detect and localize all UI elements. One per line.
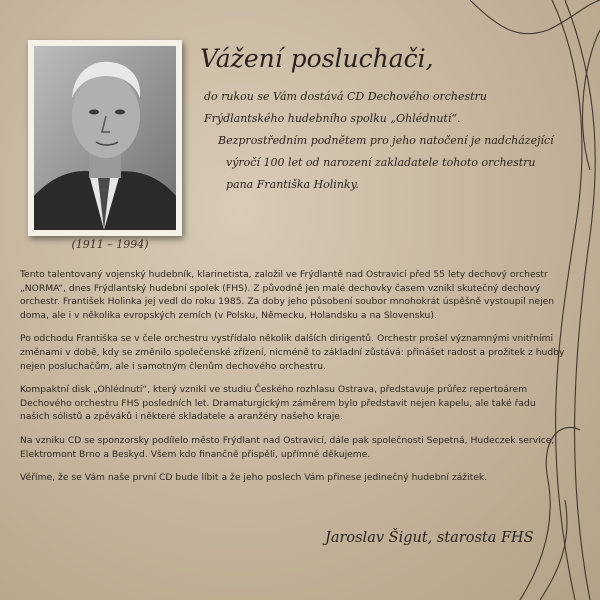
portrait-image [34, 46, 176, 230]
signature: Jaroslav Šigut, starosta FHS [325, 530, 534, 546]
paragraph: Na vzniku CD se sponzorsky podílelo město Frýdlant nad Ostravicí, dále pak společnosti Sepetná, Hudeczek service, Elektromont Brno a Beskyd. Všem kdo finančně přispěli, upřímné děkujeme. [20, 434, 555, 460]
body-text [20, 268, 565, 495]
intro-line: výročí 100 let od narození zakladatele tohoto orchestru [226, 156, 536, 169]
intro-line: pana Františka Holinky. [226, 178, 359, 191]
paragraph: Po odchodu Františka se v čele orchestru vystřídalo několik dalších dirigentů. Orchestr prošel významnými vnitřními změnami v době, kdy se změnilo společenské zřízení, nicméně to základní zůstává: přinášet radost a prožitek z hudby nejen posluchačům, ale i samotným členům dechového orchestru. [20, 333, 565, 372]
paragraph: Kompaktní disk „Ohlédnutí“, který vznikl ve studiu Českého rozhlasu Ostrava, představuje průřez repertoárem Dechového orchestru FHS posledních let. Dramaturgickým záměrem bylo představit nejen kapelu, ale také řadu našich sólistů a zpěváků i některé skladatele a aranžéry našeho kraje. [20, 384, 536, 423]
greeting-heading: Vážení posluchači, [200, 44, 434, 73]
photo-caption: (1911 – 1994) [71, 238, 149, 251]
intro-line: Bezprostředním podnětem pro jeho natočení je nadcházející [218, 134, 554, 147]
intro-line: do rukou se Vám dostává CD Dechového orchestru [204, 90, 487, 103]
portrait-photo [28, 40, 182, 236]
paragraph: Tento talentovaný vojenský hudebník, klarinetista, založil ve Frýdlantě nad Ostravicí před 55 lety dechový orchestr „NORMA“, dnes Frýdlantský hudební spolek (FHS). Z původně jen malé dechovky časem vznikl skutečný dechový orchestr. František Holinka jej vedl do roku 1985. Za doby jeho působení soubor mnohokrát úspěšně vystoupil nejen doma, ale i v několika evropských zemích (v Polsku, Německu, Holandsku a na Slovensku). [20, 269, 555, 321]
paragraph: Věříme, že se Vám naše první CD bude líbit a že jeho poslech Vám přinese jedinečný hudební zážitek. [20, 472, 488, 484]
intro-line: Frýdlantského hudebního spolku „Ohlédnutí“. [204, 112, 461, 125]
